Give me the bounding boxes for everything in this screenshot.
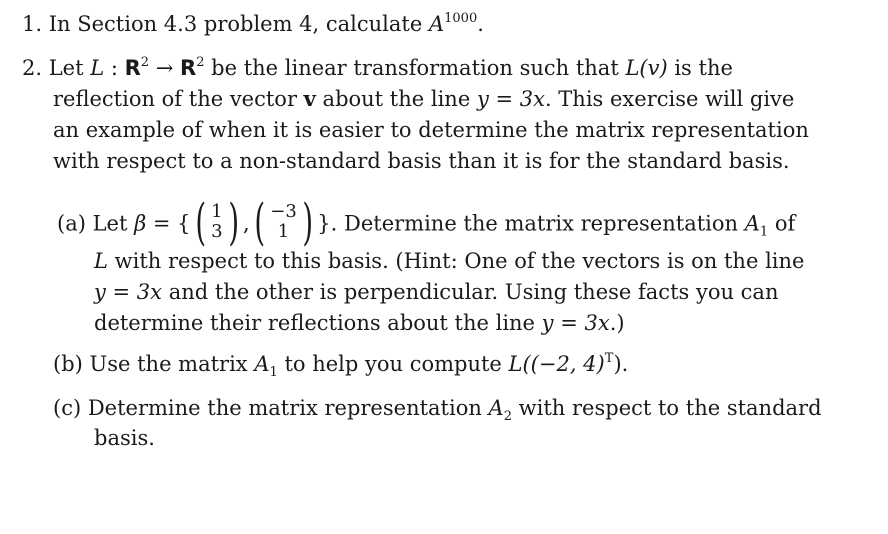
item-2-line-1 xyxy=(22,53,733,83)
part-c-line-1 xyxy=(53,393,822,423)
math-L: L xyxy=(90,56,105,80)
part-c-text: with respect to the standard xyxy=(512,396,822,420)
column-vector-2: ( −3 1 ) xyxy=(254,193,313,251)
part-b-end: ). xyxy=(613,352,629,376)
item-2-line-4 xyxy=(53,146,790,176)
sub-1: 1 xyxy=(759,224,769,240)
vector-2-entry-2: 1 xyxy=(277,221,290,242)
part-b-text: to help you compute xyxy=(277,352,509,376)
math-Lv: L(v) xyxy=(625,56,668,80)
item-2-line-2 xyxy=(53,84,794,114)
item-2-text: with respect to a non-standard basis than it is for the standard basis. xyxy=(53,149,790,173)
equation-y-3x: y = 3x xyxy=(476,87,545,111)
math-R: R xyxy=(180,56,197,80)
part-c-text: basis. xyxy=(94,426,155,450)
vector-v: v xyxy=(303,86,316,111)
matrix-A-symbol: A xyxy=(428,12,445,36)
part-a-line-3 xyxy=(94,277,778,307)
sub-2: 2 xyxy=(503,409,512,425)
equation-y-3x: y = 3x xyxy=(94,280,163,304)
part-a-text: Let xyxy=(92,211,135,236)
part-a-text: }. Determine the matrix representation xyxy=(317,211,745,236)
arrow: → xyxy=(149,56,181,80)
part-c-text: Determine the matrix representation xyxy=(87,396,489,420)
item-1-number: 1. xyxy=(22,12,43,36)
part-a-text: of xyxy=(768,211,796,236)
part-b-text: Use the matrix xyxy=(89,352,255,376)
item-1 xyxy=(22,9,484,39)
part-a-line-1 xyxy=(57,193,796,251)
item-2-text: Let xyxy=(48,56,91,80)
part-a-text: with respect to this basis. (Hint: One of the vectors is on the line xyxy=(107,249,805,273)
math-L: L xyxy=(94,249,108,273)
part-a-line-2 xyxy=(94,246,804,276)
expression-L: L((−2, 4) xyxy=(508,352,605,376)
vector-2-entry-1: −3 xyxy=(270,201,297,222)
matrix-A1: A xyxy=(744,211,760,236)
item-2-text: about the line xyxy=(315,87,477,111)
part-b-label: (b) xyxy=(53,352,83,376)
exponent: 1000 xyxy=(444,10,478,26)
item-2-text: . This exercise will give xyxy=(544,87,795,111)
part-b xyxy=(53,349,628,379)
sub-1: 1 xyxy=(269,365,278,381)
item-2-text: is the xyxy=(667,56,733,80)
equals-brace: = { xyxy=(146,211,191,236)
vector-1-entry-1: 1 xyxy=(211,201,223,222)
part-a-text: and the other is perpendicular. Using these facts you can xyxy=(162,280,779,304)
math-R: R xyxy=(124,56,141,80)
item-2-text: reflection of the vector xyxy=(53,87,304,111)
item-2-number: 2. xyxy=(22,56,43,80)
item-2-line-3 xyxy=(53,115,809,145)
matrix-A1: A xyxy=(254,352,270,376)
part-a-text: determine their reflections about the line xyxy=(94,311,542,335)
part-a-text: .) xyxy=(609,311,625,335)
vector-1-entry-2: 3 xyxy=(211,221,223,242)
transpose-T: T xyxy=(604,350,614,366)
math-beta: β xyxy=(134,211,147,236)
part-a-label: (a) xyxy=(57,211,86,236)
item-2-text: an example of when it is easier to determine the matrix representation xyxy=(53,118,809,142)
equation-y-3x: y = 3x xyxy=(541,311,610,335)
item-1-text: In Section 4.3 problem 4, calculate xyxy=(48,12,429,36)
colon: : xyxy=(104,56,125,80)
matrix-A2: A xyxy=(488,396,504,420)
part-a-line-4 xyxy=(94,308,625,338)
part-c-line-2 xyxy=(94,423,155,453)
part-c-label: (c) xyxy=(53,396,82,420)
comma: , xyxy=(243,211,250,236)
item-2-text: be the linear transformation such that xyxy=(204,56,626,80)
sup-2: 2 xyxy=(196,54,205,70)
column-vector-1: ( 1 3 ) xyxy=(194,193,239,251)
sup-2: 2 xyxy=(140,54,150,70)
item-1-period: . xyxy=(477,12,484,36)
